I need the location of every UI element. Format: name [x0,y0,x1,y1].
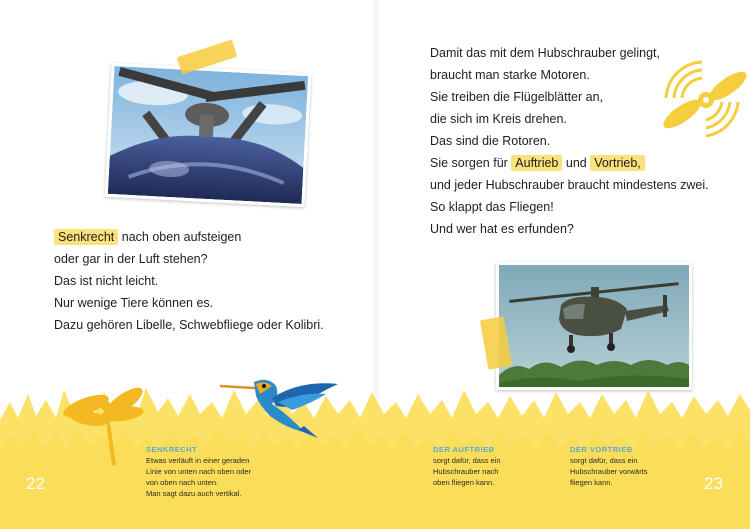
left-paragraph [54,226,324,336]
highlight-auftrieb: Auftrieb [511,155,562,171]
page-number-right: 23 [704,474,723,493]
spinning-propeller-icon [656,52,750,144]
helicopter-illustration [499,265,689,387]
glossary-senkrecht: SENKRECHT Etwas verläuft in einer geraden Linie von unten nach oben oder von oben nach unten. Man sagt dazu auch vertikal. [146,445,252,498]
page-number-left: 22 [26,474,45,493]
glossary-vortrieb: DER VORTRIEB sorgt dafür, dass ein Hubschrauber vorwärts fliegen kann. [570,445,648,487]
left-line-1: Senkrecht nach oben aufsteigen [54,226,324,248]
rotor-illustration [108,66,308,204]
right-line-8: So klappt das Fliegen! [430,200,554,214]
helicopter-flying-photo [496,262,692,390]
glossary-auftrieb: DER AUFTRIEB sorgt dafür, dass ein Hubschrauber nach oben fliegen kann. [433,445,501,487]
rotor-close-up-photo [105,63,312,207]
left-line-2: oder gar in der Luft stehen? [54,252,208,266]
right-line-5: Das sind die Rotoren. [430,134,551,148]
right-line-1: Damit das mit dem Hubschrauber gelingt, [430,46,660,60]
left-line-3: Das ist nicht leicht. [54,274,159,288]
right-line-3: Sie treiben die Flügelblätter an, [430,90,604,104]
right-line-7: und jeder Hubschrauber braucht mindestens zwei. [430,178,709,192]
right-line-6: Sie sorgen für Auftrieb und Vortrieb, [430,152,709,174]
left-line-4: Nur wenige Tiere können es. [54,296,214,310]
left-line-5: Dazu gehören Libelle, Schwebfliege oder Kolibri. [54,318,324,332]
right-line-2: braucht man starke Motoren. [430,68,590,82]
right-line-4: die sich im Kreis drehen. [430,112,567,126]
glossary-term-auftrieb: DER AUFTRIEB [433,445,495,454]
highlight-vortrieb: Vortrieb, [590,155,645,171]
highlight-senkrecht: Senkrecht [54,229,118,245]
right-line-9: Und wer hat es erfunden? [430,222,574,236]
glossary-term-senkrecht: SENKRECHT [146,445,198,454]
glossary-term-vortrieb: DER VORTRIEB [570,445,633,454]
dragonfly-icon [62,384,152,470]
hummingbird-icon [220,376,342,440]
